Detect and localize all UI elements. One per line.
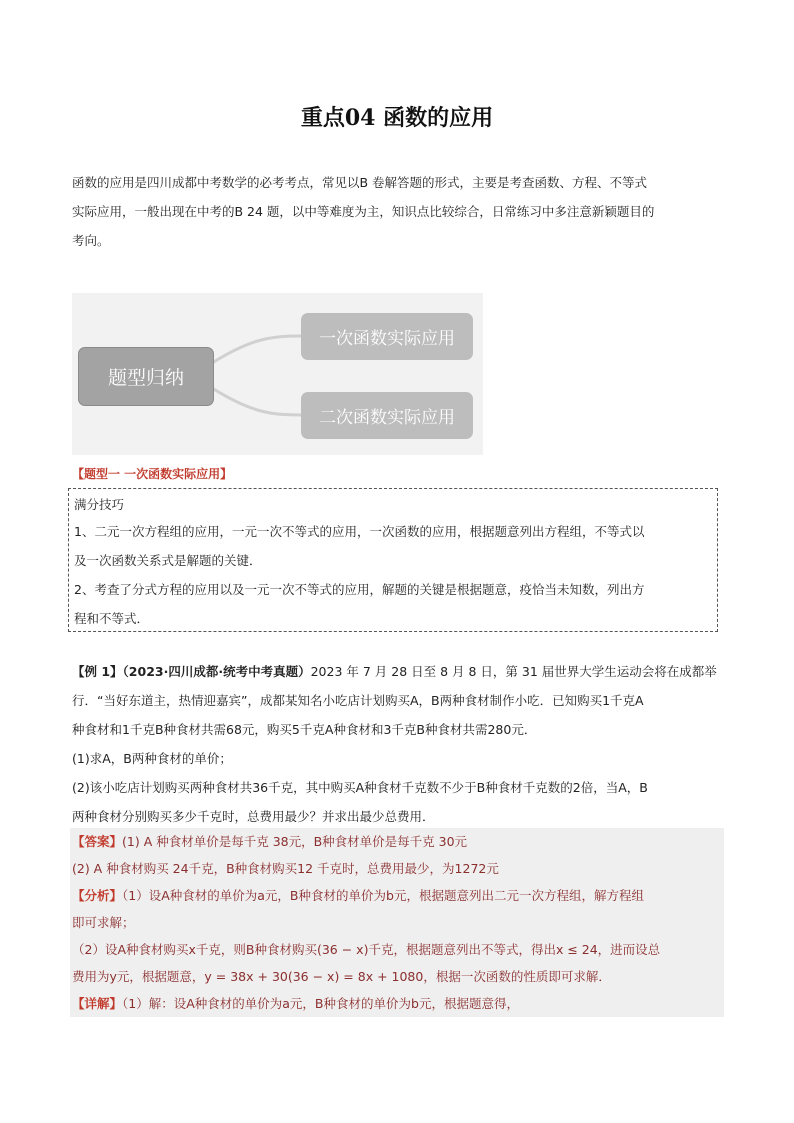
analysis-line — [72, 882, 722, 909]
question-2: (2)该小吃店计划购买两种食材共36千克，其中购买A种食材千克数不少于B种食材千克数的2倍，当A，B — [72, 780, 648, 795]
analysis-text: （1）设A种食材的单价为a元，B种食材的单价为b元，根据题意列出二元一次方程组，解方程组 — [122, 888, 644, 903]
analysis-text: 即可求解； — [72, 915, 135, 930]
example-line — [72, 657, 724, 686]
analysis-text: 费用为y元，根据题意，y = 38x + 30(36 − x) = 8x + 1080，根据一次函数的性质即可求解． — [72, 969, 611, 984]
example-label: 【例 1】（2023·四川成都·统考中考真题） — [72, 664, 311, 679]
analysis-text: （2）设A种食材购买x千克，则B种食材购买(36 − x)千克，根据题意列出不等式，得出x ≤ 24，进而设总 — [72, 942, 661, 957]
example-line: 种食材和1千克B种食材共需68元，购买5千克A种食材和3千克B种食材共需280元． — [72, 722, 537, 737]
detail-line — [72, 990, 722, 1017]
tips-title: 满分技巧 — [74, 497, 125, 512]
answer-2: (2) A 种食材购买 24千克，B种食材购买12 千克时，总费用最少，为1272元 — [72, 861, 499, 876]
detail-label: 【详解】 — [72, 996, 123, 1011]
answer-label: 【答案】 — [72, 834, 123, 849]
example-problem — [72, 657, 724, 831]
page-title: 重点04 函数的应用 — [300, 105, 494, 131]
example-text: 2023 年 7 月 28 日至 8 月 8 日，第 31 届世界大学生运动会将在成都举 — [310, 664, 717, 679]
tips-line: 程和不等式． — [74, 611, 150, 626]
intro-line: 考向。 — [72, 233, 110, 248]
mindmap-node-linear: 一次函数实际应用 — [301, 313, 473, 360]
tips-line: 1、二元一次方程组的应用，一元一次不等式的应用，一次函数的应用，根据题意列出方程组，不等式以 — [74, 524, 645, 539]
solution-block — [70, 828, 724, 1017]
intro-line: 函数的应用是四川成都中考数学的必考考点，常见以B 卷解答题的形式，主要是考查函数、方程、不等式 — [72, 175, 648, 190]
topic-mindmap — [72, 293, 483, 455]
tips-line: 2、考查了分式方程的应用以及一元一次不等式的应用，解题的关键是根据题意，疫恰当未知数，列出方 — [74, 582, 645, 597]
mindmap-node-quadratic: 二次函数实际应用 — [301, 392, 473, 439]
answer-line — [72, 828, 722, 855]
mindmap-root-node: 题型归纳 — [78, 347, 214, 406]
question-2-cont: 两种食材分别购买多少千克时，总费用最少？并求出最少总费用． — [72, 809, 435, 824]
question-1: (1)求A，B两种食材的单价； — [72, 751, 232, 766]
example-line: 行．“当好东道主，热情迎嘉宾”，成都某知名小吃店计划购买A，B两种食材制作小吃．已知购买1千克A — [72, 693, 644, 708]
tips-line: 及一次函数关系式是解题的关键． — [74, 553, 262, 568]
intro-paragraph — [72, 168, 724, 255]
analysis-label: 【分析】 — [72, 888, 123, 903]
type-heading: 【题型一 一次函数实际应用】 — [72, 467, 233, 481]
answer-1: (1) A 种食材单价是每千克 38元，B种食材单价是每千克 30元 — [122, 834, 468, 849]
tips-box — [68, 488, 718, 632]
detail-text: （1）解：设A种食材的单价为a元，B种食材的单价为b元，根据题意得， — [122, 996, 519, 1011]
intro-line: 实际应用，一般出现在中考的B 24 题，以中等难度为主，知识点比较综合，日常练习中多注意新颖题目的 — [72, 204, 655, 219]
